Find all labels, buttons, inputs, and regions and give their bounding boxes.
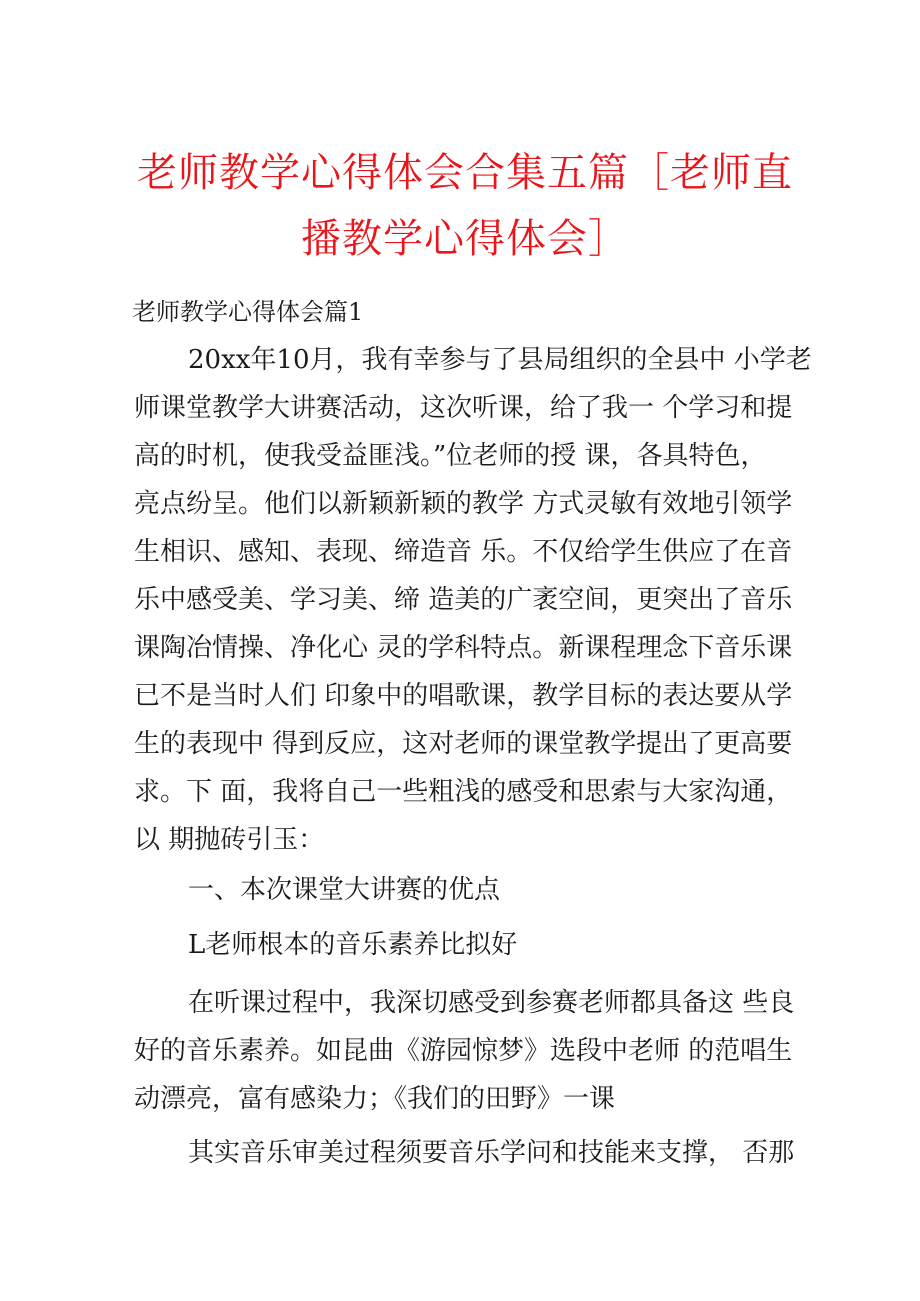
paragraph1-line: 师课堂教学大讲赛活动，这次听课，给了我一 个学习和提: [134, 393, 793, 423]
paragraph1-line: 求。下 面，我将自己一些粗浅的感受和思索与大家沟通，: [134, 777, 793, 807]
subheading-music-literacy: L老师根本的音乐素养比拟好: [188, 930, 518, 960]
title-line-1: 老师教学心得体会合集五篇［老师直: [137, 150, 793, 196]
section-heading: 老师教学心得体会篇1: [132, 298, 364, 326]
paragraph1-line: 课陶冶情操、净化心 灵的学科特点。新课程理念下音乐课: [134, 633, 793, 663]
paragraph1-line: 以 期抛砖引玉：: [134, 825, 325, 855]
paragraph1-line: 乐中感受美、学习美、缔 造美的广袤空间，更突出了音乐: [134, 585, 793, 615]
subheading-advantages: 一、本次课堂大讲赛的优点: [188, 875, 501, 905]
document-title: [120, 140, 810, 272]
paragraph3-line: 其实音乐审美过程须要音乐学问和技能来支撑， 否那: [188, 1138, 795, 1168]
title-line-2: 播教学心得体会］: [301, 216, 629, 262]
paragraph2-line: 在听课过程中，我深切感受到参赛老师都具备这 些良: [188, 988, 795, 1018]
paragraph1-line: 生相识、感知、表现、缔造音 乐。不仅给学生供应了在音: [134, 537, 793, 567]
paragraph1-line: 生的表现中 得到反应，这对老师的课堂教学提出了更高要: [134, 729, 793, 759]
paragraph1-line: 高的时机，使我受益匪浅。”位老师的授 课，各具特色，: [134, 441, 767, 471]
paragraph1-line: 亮点纷呈。他们以新颖新颖的教学 方式灵敏有效地引领学: [134, 489, 793, 519]
paragraph1-line: 20xx年10月，我有幸参与了县局组织的全县中 小学老: [188, 345, 812, 375]
paragraph2-line: 好的音乐素养。如昆曲《游园惊梦》选段中老师 的范唱生: [134, 1036, 793, 1066]
paragraph1-line: 已不是当时人们 印象中的唱歌课，教学目标的表达要从学: [134, 681, 793, 711]
paragraph2-line: 动漂亮，富有感染力；《我们的田野》一课: [134, 1084, 616, 1114]
